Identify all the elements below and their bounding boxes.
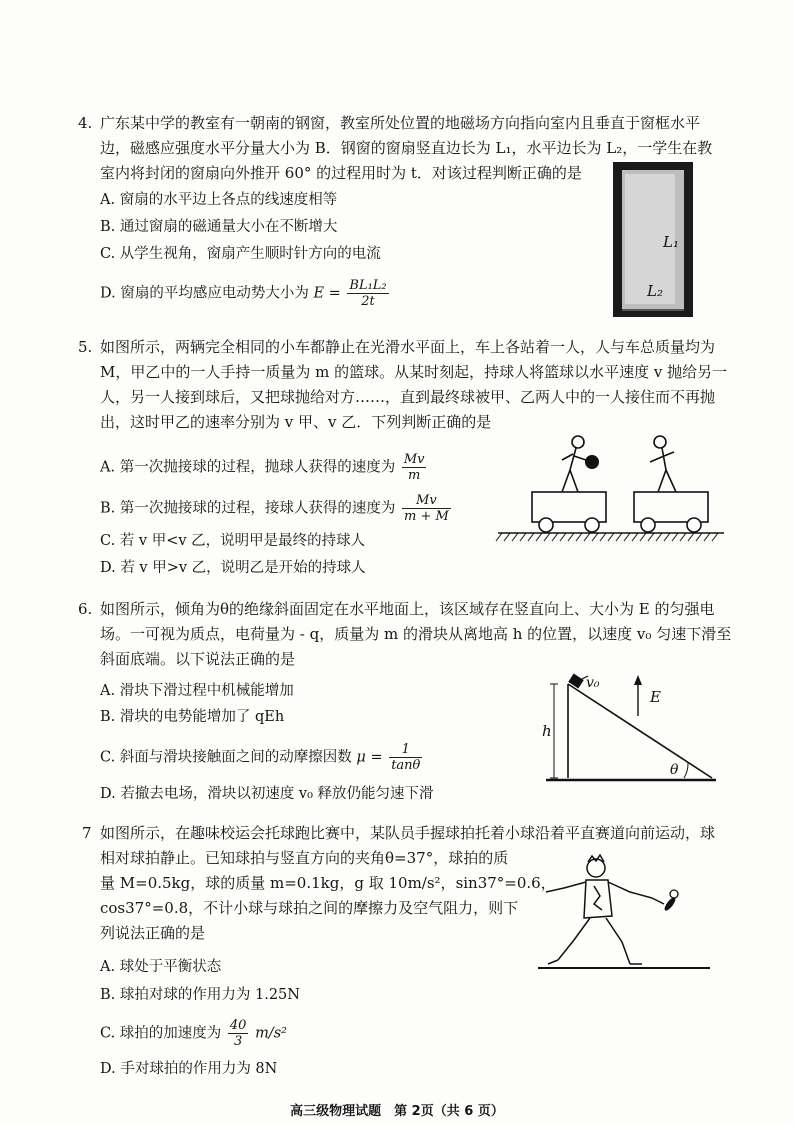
page-footer: 高三级物理试题 第 2页（共 6 页） <box>290 1104 504 1119</box>
runner-figure <box>534 852 714 977</box>
question-5-line-3: 人，另一人接到球后，又把球抛给对方……，直到最终球被甲、乙两人中的一人接住而不再抛 <box>100 388 716 406</box>
question-7-number: 7 <box>82 824 92 842</box>
question-4-option-a: A. 窗扇的水平边上各点的线速度相等 <box>100 192 338 208</box>
question-7-option-c-unit: m/s² <box>255 1025 287 1042</box>
fraction-numerator: BL₁L₂ <box>349 278 387 293</box>
question-5-option-a-text: A. 第一次抛接球的过程，抛球人获得的速度为 <box>100 459 396 476</box>
question-5-option-b-fraction <box>402 493 451 524</box>
question-4-number: 4. <box>78 114 93 132</box>
right-cart <box>634 492 708 522</box>
question-4-option-c: C. 从学生视角，窗扇产生顺时针方向的电流 <box>100 246 381 262</box>
question-5-option-a <box>100 452 428 483</box>
question-6-option-c-text: C. 斜面与滑块接触面之间的动摩擦因数 <box>100 749 352 766</box>
fraction-numerator: Mv <box>403 452 425 467</box>
question-4-option-b: B. 通过窗扇的磁通量大小在不断增大 <box>100 219 338 235</box>
runner <box>546 855 664 964</box>
incline-slope <box>568 684 712 778</box>
left-cart-wheel <box>539 518 553 532</box>
velocity-label: v₀ <box>586 675 600 691</box>
question-7-line-4: cos37°=0.8，不计小球与球拍之间的摩擦力及空气阻力，则下 <box>100 899 519 917</box>
question-4-option-d <box>100 278 391 309</box>
fraction-numerator: 1 <box>389 742 422 758</box>
question-7-line-5: 列说法正确的是 <box>100 924 206 942</box>
question-5-number: 5. <box>78 338 93 356</box>
question-7-option-c <box>100 1018 287 1049</box>
angle-label: θ <box>670 762 679 778</box>
fraction-denominator: m + M <box>403 509 449 524</box>
question-6-option-c-fraction <box>389 742 422 773</box>
question-7-line-2: 相对球拍静止。已知球拍与竖直方向的夹角θ=37°，球拍的质 <box>100 849 509 867</box>
left-person <box>562 436 586 492</box>
question-7-option-c-text: C. 球拍的加速度为 <box>100 1025 222 1042</box>
question-5-option-b <box>100 493 453 524</box>
field-label: E <box>650 688 661 706</box>
question-4-option-d-text: D. 窗扇的平均感应电动势大小为 <box>100 285 309 302</box>
small-ball <box>670 890 678 898</box>
question-6-line-1: 如图所示，倾角为θ的绝缘斜面固定在水平地面上，该区域存在竖直向上、大小为 E 的匀强电 <box>100 600 715 618</box>
right-person <box>650 436 676 492</box>
fraction-numerator: Mv <box>402 493 451 509</box>
question-6-number: 6. <box>78 600 93 618</box>
height-label: h <box>542 722 552 740</box>
question-6-line-3: 斜面底端。以下说法正确的是 <box>100 650 296 668</box>
fraction-denominator: 3 <box>234 1034 243 1049</box>
fraction-denominator: m <box>407 468 421 483</box>
question-4-option-d-fraction <box>347 278 388 309</box>
question-7-line-1: 如图所示，在趣味校运会托球跑比赛中，某队员手握球拍托着小球沿着平直赛道向前运动，球 <box>100 824 716 842</box>
fraction-numerator: 40 <box>229 1018 247 1033</box>
two-carts-figure <box>494 430 729 545</box>
question-4-line-1: 广东某中学的教室有一朝南的钢窗，教室所处位置的地磁场方向指向室内且垂直于窗框水平 <box>100 114 701 132</box>
question-6-option-c <box>100 742 424 773</box>
question-4-line-3: 室内将封闭的窗扇向外推开 60° 的过程用时为 t．对该过程判断正确的是 <box>100 164 582 182</box>
question-5-option-b-text: B. 第一次抛接球的过程，接球人获得的速度为 <box>100 500 396 517</box>
left-cart <box>532 492 606 522</box>
right-cart-wheel <box>641 518 655 532</box>
question-4-option-d-lhs: E = <box>313 285 341 302</box>
question-5-option-d: D. 若 v 甲>v 乙，说明乙是开始的持球人 <box>100 560 366 576</box>
window-photo <box>613 162 693 317</box>
question-5-line-4: 出，这时甲乙的速率分别为 v 甲、v 乙．下列判断正确的是 <box>100 413 492 431</box>
question-5-option-c: C. 若 v 甲<v 乙，说明甲是最终的持球人 <box>100 533 366 549</box>
question-5-option-a-fraction <box>402 452 427 483</box>
angle-arc <box>684 763 688 778</box>
question-5-line-2: M，甲乙中的一人手持一质量为 m 的篮球。从某时刻起，持球人将篮球以水平速度 v 抛给另一 <box>100 363 728 381</box>
window-label-l2: L₂ <box>647 282 663 300</box>
window-label-l1: L₁ <box>663 233 679 251</box>
question-7-option-a: A. 球处于平衡状态 <box>100 959 222 975</box>
question-6-line-2: 场。一可视为质点，电荷量为 - q，质量为 m 的滑块从离地高 h 的位置，以速度 v₀ 匀速下滑至 <box>100 625 732 643</box>
fraction-denominator: 2t <box>361 294 375 309</box>
question-6-option-b: B. 滑块的电势能增加了 qEh <box>100 709 285 725</box>
ground-hatching <box>496 533 718 541</box>
right-cart-wheel <box>687 518 701 532</box>
question-7-option-b: B. 球拍对球的作用力为 1.25N <box>100 987 300 1003</box>
question-7-line-3: 量 M=0.5kg，球的质量 m=0.1kg，g 取 10m/s²，sin37°=0.6， <box>100 874 556 892</box>
left-cart-wheel <box>585 518 599 532</box>
question-7-option-c-fraction <box>228 1018 249 1049</box>
question-6-option-c-lhs: μ = <box>356 749 383 766</box>
question-7-option-d: D. 手对球拍的作用力为 8N <box>100 1061 278 1077</box>
fraction-denominator: tanθ <box>391 758 421 773</box>
question-4-line-2: 边，磁感应强度水平分量大小为 B．钢窗的窗扇竖直边长为 L₁，水平边长为 L₂，一学生在教 <box>100 139 713 157</box>
incline-figure <box>536 670 721 790</box>
question-6-option-a: A. 滑块下滑过程中机械能增加 <box>100 683 294 699</box>
question-6-option-d: D. 若撤去电场，滑块以初速度 v₀ 释放仍能匀速下滑 <box>100 786 434 802</box>
question-5-line-1: 如图所示，两辆完全相同的小车都静止在光滑水平面上，车上各站着一人，人与车总质量均为 <box>100 338 716 356</box>
basketball <box>585 455 599 469</box>
